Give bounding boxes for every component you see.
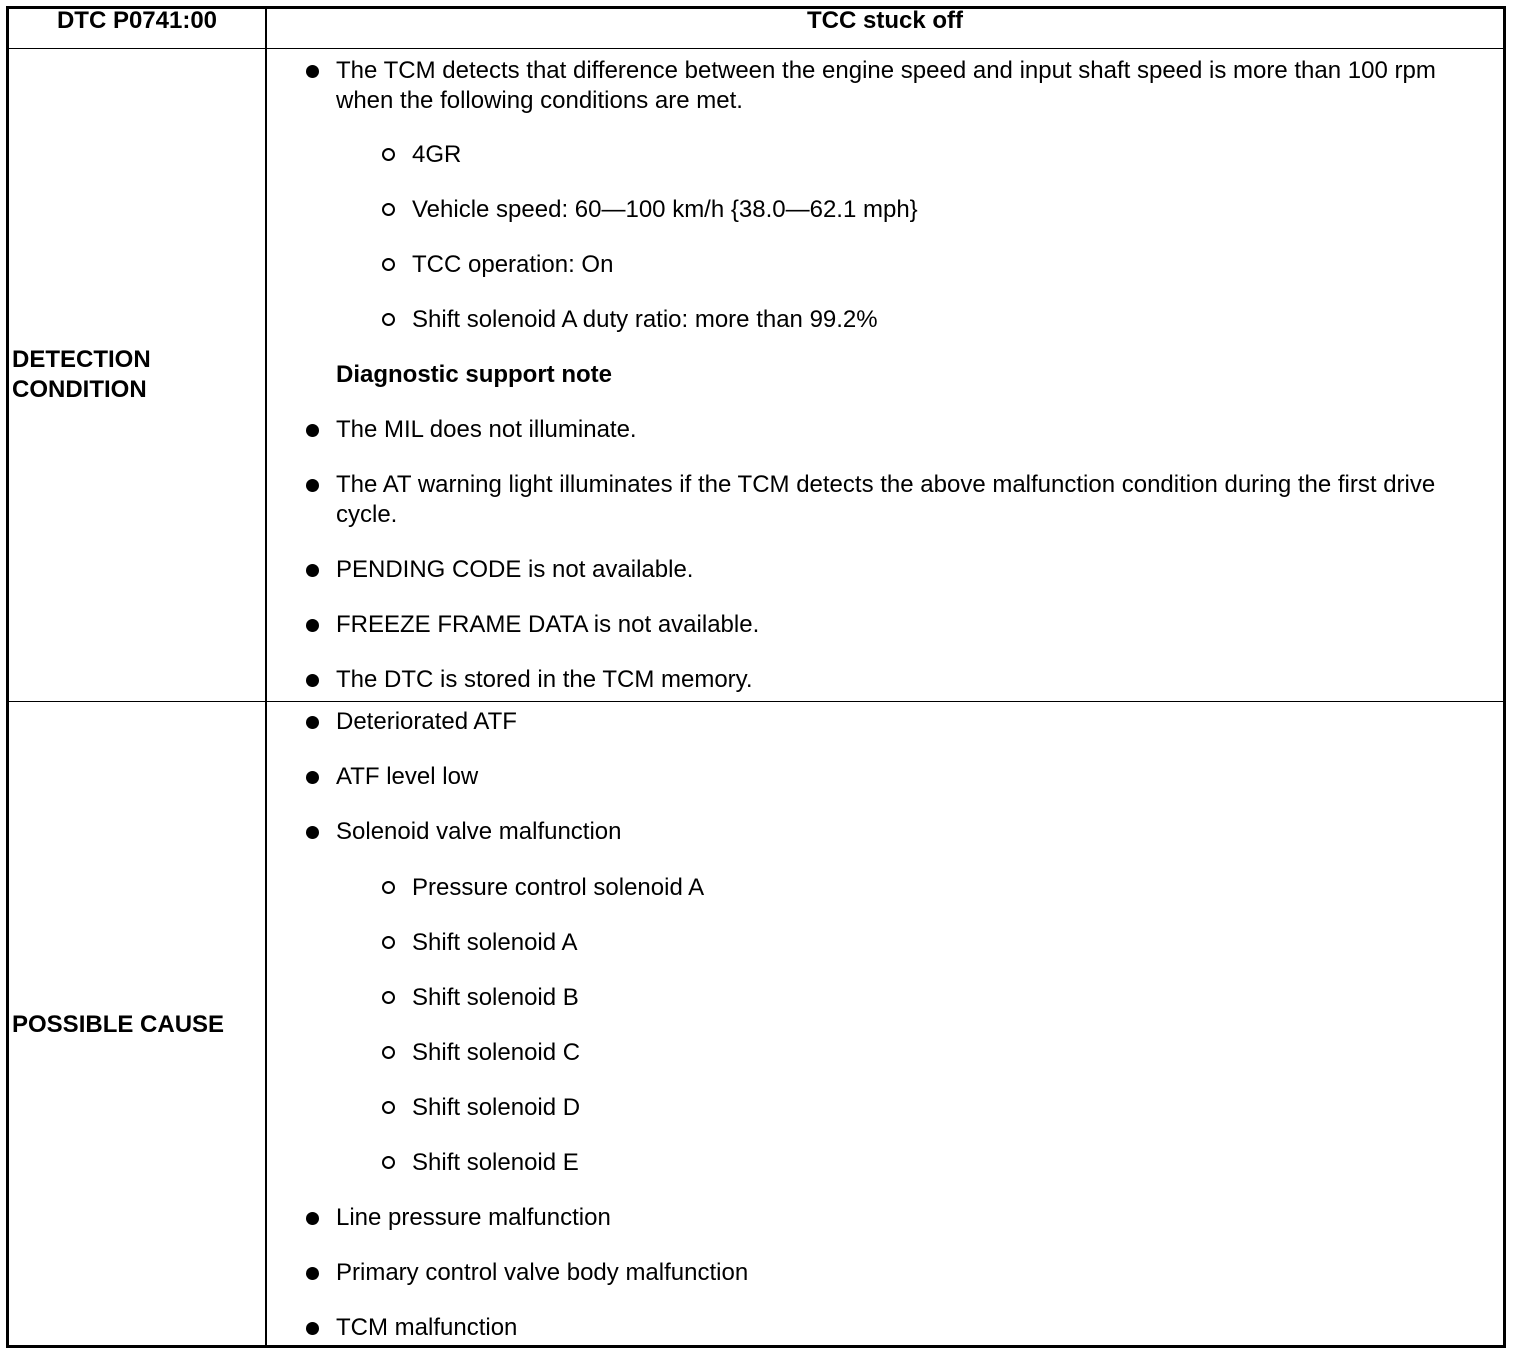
header-divider — [9, 48, 1503, 49]
bullet-icon — [306, 65, 319, 78]
cause-item: TCM malfunction — [336, 1314, 518, 1341]
sub-bullet-icon — [382, 313, 395, 326]
sub-bullet-icon — [382, 1156, 395, 1169]
sub-bullet-icon — [382, 1046, 395, 1059]
solenoid-item: Shift solenoid B — [412, 984, 579, 1011]
support-note-item: The AT warning light illuminates if the TCM detects the above malfunction condition during the first drive cycle. — [336, 471, 1436, 528]
sub-bullet-icon — [382, 991, 395, 1004]
condition-item: 4GR — [412, 141, 462, 168]
solenoid-item: Pressure control solenoid A — [412, 874, 705, 901]
detection-condition-label: DETECTION CONDITION — [12, 346, 151, 403]
dtc-code-header: DTC P0741:00 — [56, 7, 218, 34]
bullet-icon — [306, 424, 319, 437]
condition-item: Shift solenoid A duty ratio: more than 99.2% — [412, 306, 878, 333]
column-divider — [265, 9, 267, 1345]
solenoid-item: Shift solenoid C — [412, 1039, 581, 1066]
sub-bullet-icon — [382, 936, 395, 949]
sub-bullet-icon — [382, 881, 395, 894]
bullet-icon — [306, 716, 319, 729]
support-note-item: The DTC is stored in the TCM memory. — [336, 666, 753, 693]
solenoid-item: Shift solenoid A — [412, 929, 578, 956]
solenoid-item: Shift solenoid E — [412, 1149, 579, 1176]
bullet-icon — [306, 619, 319, 632]
support-note-item: The MIL does not illuminate. — [336, 416, 637, 443]
cause-item: Primary control valve body malfunction — [336, 1259, 749, 1286]
dtc-title-header: TCC stuck off — [807, 7, 963, 34]
bullet-icon — [306, 826, 319, 839]
sub-bullet-icon — [382, 203, 395, 216]
bullet-icon — [306, 1212, 319, 1225]
cause-item: Solenoid valve malfunction — [336, 818, 622, 845]
sub-bullet-icon — [382, 258, 395, 271]
cause-item: ATF level low — [336, 763, 479, 790]
support-note-item: FREEZE FRAME DATA is not available. — [336, 611, 760, 638]
row-divider — [9, 701, 1503, 702]
condition-item: TCC operation: On — [412, 251, 614, 278]
possible-cause-label: POSSIBLE CAUSE — [12, 1011, 225, 1038]
support-note-item: PENDING CODE is not available. — [336, 556, 694, 583]
diagnostic-support-note-title: Diagnostic support note — [336, 361, 612, 388]
bullet-icon — [306, 1322, 319, 1335]
solenoid-item: Shift solenoid D — [412, 1094, 581, 1121]
bullet-icon — [306, 564, 319, 577]
cause-item: Deteriorated ATF — [336, 708, 517, 735]
bullet-icon — [306, 771, 319, 784]
detection-intro: The TCM detects that difference between the engine speed and input shaft speed is more than 100 rpm when the following conditions are met. — [336, 57, 1436, 114]
condition-item: Vehicle speed: 60—100 km/h {38.0—62.1 mph} — [412, 196, 918, 223]
bullet-icon — [306, 479, 319, 492]
sub-bullet-icon — [382, 1101, 395, 1114]
cause-item: Line pressure malfunction — [336, 1204, 611, 1231]
bullet-icon — [306, 674, 319, 687]
sub-bullet-icon — [382, 148, 395, 161]
bullet-icon — [306, 1267, 319, 1280]
